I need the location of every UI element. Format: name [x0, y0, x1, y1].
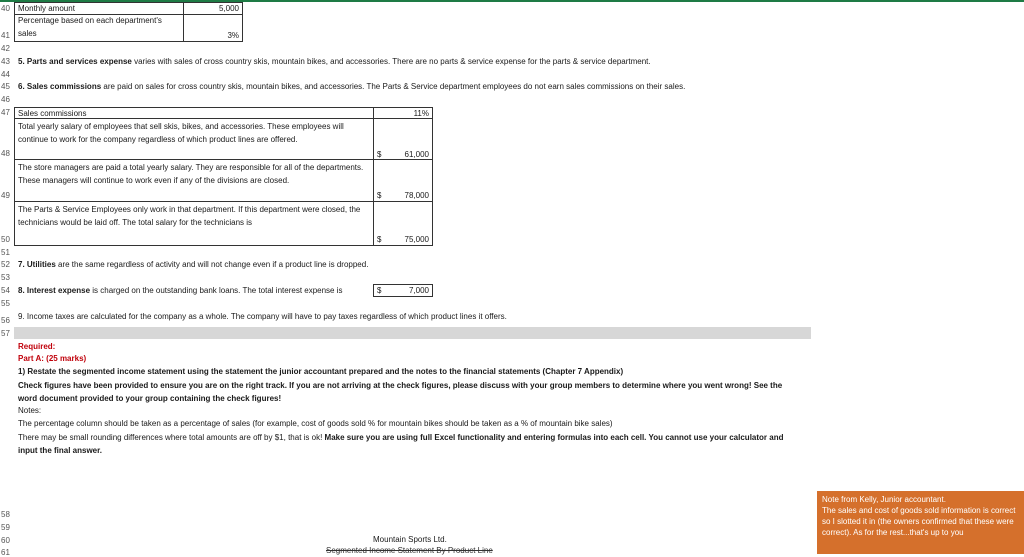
note-8-text[interactable]: [18, 286, 343, 295]
part-a-heading[interactable]: Part A: (25 marks): [18, 354, 87, 363]
row-number[interactable]: 43: [1, 57, 10, 66]
managers-salary-value-cell[interactable]: [373, 159, 433, 202]
company-name[interactable]: Mountain Sports Ltd.: [373, 535, 447, 544]
managers-salary-value: 78,000: [404, 191, 429, 200]
required-heading[interactable]: Required:: [18, 342, 56, 351]
row-number[interactable]: 45: [1, 82, 10, 91]
sales-commissions-label: Sales commissions: [18, 109, 87, 118]
managers-salary-text-cell[interactable]: [14, 159, 374, 202]
note-9-text[interactable]: 9. Income taxes are calculated for the company as a whole. The company will have to pay taxes regardless of which product lines it offers.: [18, 312, 507, 321]
row-number[interactable]: 41: [1, 31, 10, 40]
row-number[interactable]: 55: [1, 299, 10, 308]
row-number[interactable]: 48: [1, 149, 10, 158]
row-number[interactable]: 56: [1, 316, 10, 325]
interest-expense-value-cell[interactable]: [373, 284, 433, 297]
row-number[interactable]: 61: [1, 548, 10, 557]
row-number[interactable]: 50: [1, 235, 10, 244]
note-6-text[interactable]: [18, 82, 685, 91]
kelly-note-box[interactable]: [817, 491, 1024, 554]
managers-salary-text: The store managers are paid a total yearly salary. They are responsible for all of the departments. These managers will continue to work even if any of the divisions are closed.: [18, 163, 364, 185]
sales-commissions-rate: 11%: [413, 109, 429, 118]
currency-symbol: $: [377, 191, 382, 200]
salespeople-salary-text-cell[interactable]: [14, 118, 374, 160]
required-line-4[interactable]: [18, 431, 803, 457]
monthly-value: 5,000: [218, 4, 239, 13]
technicians-salary-value-cell[interactable]: [373, 201, 433, 246]
percentage-label-line2: sales: [18, 29, 37, 38]
note-5-bold: 5. Parts and services expense: [18, 57, 132, 66]
percentage-label-line1: Percentage based on each department's: [18, 16, 162, 25]
row-number[interactable]: 40: [1, 4, 10, 13]
currency-symbol: $: [377, 286, 382, 295]
note-7-text[interactable]: [18, 260, 368, 269]
note-8-bold: 8. Interest expense: [18, 286, 91, 295]
note-5-rest: varies with sales of cross country skis, mountain bikes, and accessories. There are no parts & service expense for the parts & service department.: [131, 57, 651, 66]
statement-title[interactable]: Segmented Income Statement By Product Line: [326, 546, 493, 555]
note-6-bold: 6. Sales commissions: [18, 82, 102, 91]
technicians-salary-text-cell[interactable]: [14, 201, 374, 246]
row-number[interactable]: 54: [1, 286, 10, 295]
kelly-note-title: Note from Kelly, Junior accountant.: [822, 495, 946, 504]
note-6-rest: are paid on sales for cross country skis, mountain bikes, and accessories. The Parts & Service department employees do not earn sales commissions on their sales.: [101, 82, 686, 91]
note-5-text[interactable]: [18, 57, 651, 66]
required-line-4-bold: Make sure you are using full Excel functionality and entering formulas into each cell. You cannot use your calculator and input the final answer.: [18, 433, 784, 455]
currency-symbol: $: [377, 150, 382, 159]
monthly-label: Monthly amount: [18, 4, 75, 13]
row-number[interactable]: 53: [1, 273, 10, 282]
salespeople-salary-value-cell[interactable]: [373, 118, 433, 160]
row-number[interactable]: 57: [1, 329, 10, 338]
note-8-rest: is charged on the outstanding bank loans. The total interest expense is: [90, 286, 343, 295]
percentage-value-cell[interactable]: [183, 14, 243, 42]
row-number[interactable]: 59: [1, 523, 10, 532]
percentage-label-cell[interactable]: [14, 14, 184, 42]
row-number[interactable]: 42: [1, 44, 10, 53]
salespeople-salary-value: 61,000: [404, 150, 429, 159]
salespeople-salary-text: Total yearly salary of employees that sell skis, bikes, and accessories. These employees will continue to work for the company regardless of which product lines are offered.: [18, 122, 344, 144]
percentage-value: 3%: [227, 31, 239, 40]
row-number[interactable]: 58: [1, 510, 10, 519]
row-number[interactable]: 44: [1, 70, 10, 79]
notes-label[interactable]: Notes:: [18, 406, 42, 415]
row-number[interactable]: 52: [1, 260, 10, 269]
row-number[interactable]: 60: [1, 536, 10, 545]
row-number[interactable]: 46: [1, 95, 10, 104]
row-number[interactable]: 51: [1, 248, 10, 257]
required-line-4-plain: There may be small rounding differences where total amounts are off by $1, that is ok!: [18, 433, 325, 442]
interest-expense-value: 7,000: [408, 286, 429, 295]
note-7-bold: 7. Utilities: [18, 260, 56, 269]
note-7-rest: are the same regardless of activity and will not change even if a product line is dropped.: [55, 260, 369, 269]
row-number[interactable]: 49: [1, 191, 10, 200]
kelly-note-body: The sales and cost of goods sold information is correct so I slotted it in (the owners confirmed that these were correct). As for the rest...that's up to you: [822, 506, 1016, 537]
gray-separator-row: [14, 327, 811, 339]
technicians-salary-value: 75,000: [404, 235, 429, 244]
required-line-1[interactable]: 1) Restate the segmented income statement using the statement the junior accountant prepared and the notes to the financial statements (Chapter 7 Appendix): [18, 367, 624, 376]
currency-symbol: $: [377, 235, 382, 244]
row-number[interactable]: 47: [1, 108, 10, 117]
technicians-salary-text: The Parts & Service Employees only work in that department. If this department were closed, the technicians would be laid off. The total salary for the technicians is: [18, 205, 361, 227]
required-line-2[interactable]: Check figures have been provided to ensure you are on the right track. If you are not arriving at the check figures, please discuss with your group members to determine where you went wrong! See the word document provided to your group containing the check figures!: [18, 381, 783, 403]
required-line-3[interactable]: The percentage column should be taken as a percentage of sales (for example, cost of goods sold % for mountain bikes should be taken as a % of mountain bike sales): [18, 419, 613, 428]
